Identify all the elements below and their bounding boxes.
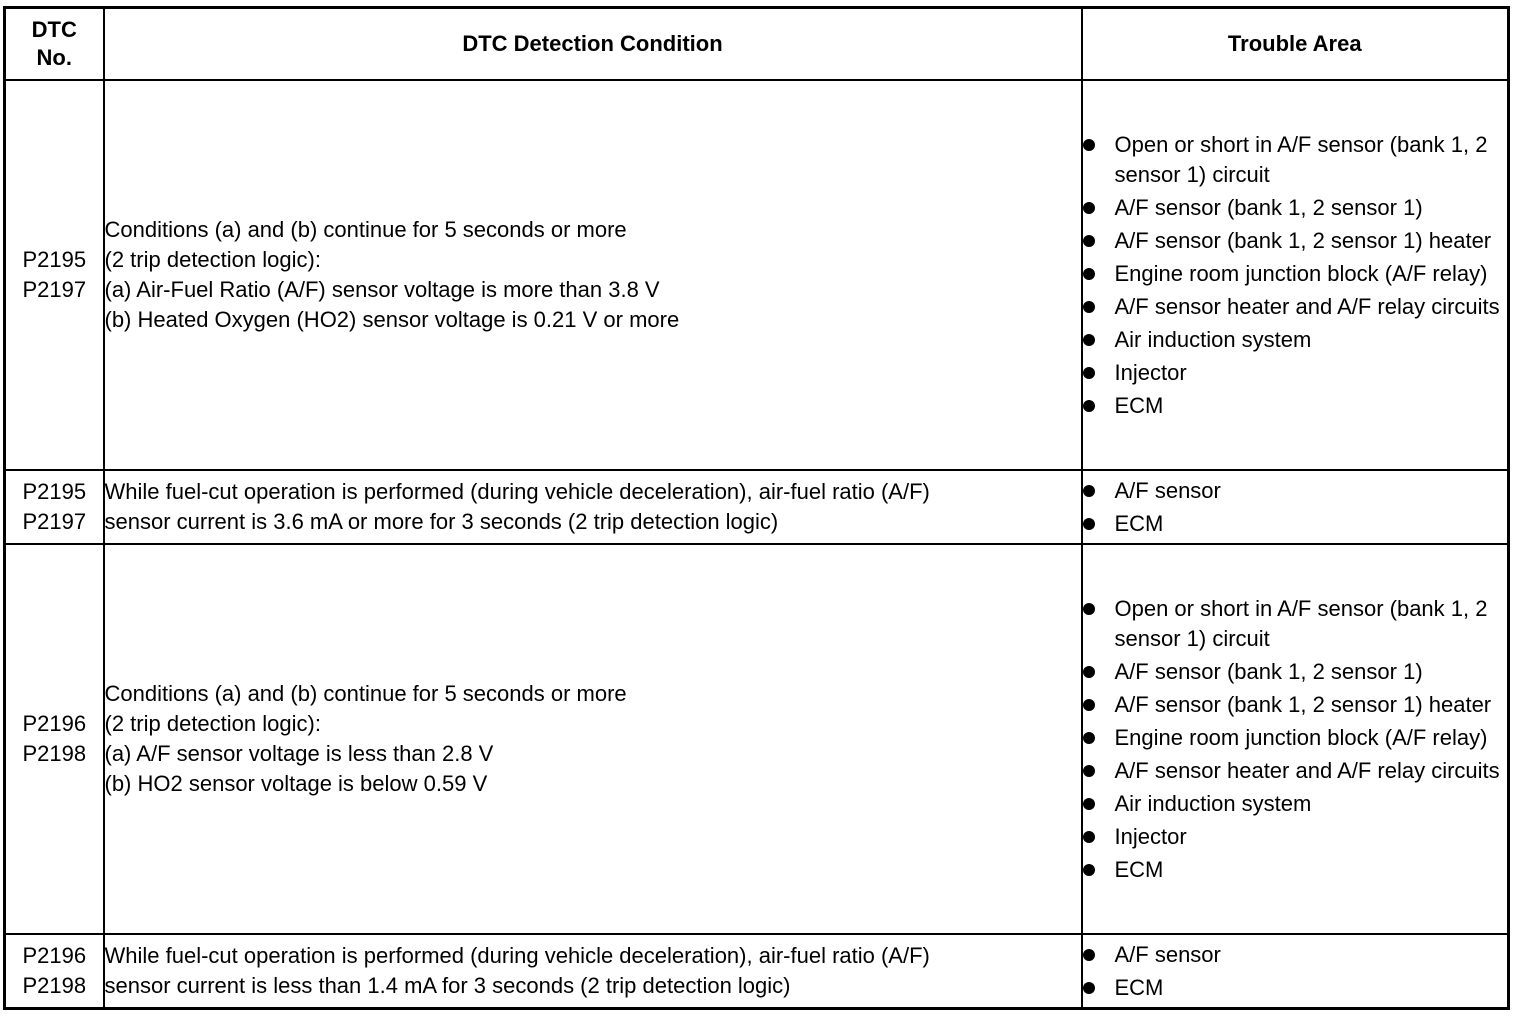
trouble-area-cell: [1082, 934, 1509, 1009]
detection-condition-cell: [104, 80, 1082, 470]
trouble-area-list: [1083, 130, 1508, 421]
bullet-icon: [1083, 666, 1095, 678]
condition-line: Conditions (a) and (b) continue for 5 seconds or more: [104, 681, 627, 706]
bullet-icon: [1083, 798, 1095, 810]
bullet-icon: [1083, 949, 1095, 961]
trouble-area-list: [1083, 594, 1508, 885]
condition-line: (b) HO2 sensor voltage is below 0.59 V: [104, 771, 488, 796]
trouble-area-cell: [1082, 470, 1509, 544]
detection-condition-cell: [104, 934, 1082, 1009]
table-row: [5, 544, 1509, 934]
trouble-area-item: [1083, 822, 1508, 852]
trouble-area-text: A/F sensor (bank 1, 2 sensor 1): [1114, 658, 1423, 684]
trouble-area-item: [1083, 259, 1508, 289]
dtc-code: P2198: [22, 741, 87, 766]
trouble-area-text: A/F sensor: [1114, 941, 1221, 967]
bullet-icon: [1083, 765, 1095, 777]
trouble-area-item: [1083, 226, 1508, 256]
dtc-code: P2196: [22, 711, 87, 736]
detection-condition-cell: [104, 470, 1082, 544]
bullet-icon: [1083, 864, 1095, 876]
trouble-area-text: Open or short in A/F sensor (bank 1, 2 sensor 1) circuit: [1114, 595, 1488, 651]
bullet-icon: [1083, 732, 1095, 744]
trouble-area-text: Engine room junction block (A/F relay): [1114, 260, 1488, 286]
detection-condition-cell: [104, 544, 1082, 934]
bullet-icon: [1083, 831, 1095, 843]
bullet-icon: [1083, 367, 1095, 379]
trouble-area-item: [1083, 391, 1508, 421]
bullet-icon: [1083, 235, 1095, 247]
condition-line: Conditions (a) and (b) continue for 5 seconds or more: [104, 217, 627, 242]
trouble-area-text: A/F sensor (bank 1, 2 sensor 1): [1114, 194, 1423, 220]
trouble-area-text: A/F sensor: [1114, 477, 1221, 503]
dtc-number-cell: [5, 934, 104, 1009]
trouble-area-item: [1083, 325, 1508, 355]
trouble-area-item: [1083, 690, 1508, 720]
trouble-area-text: A/F sensor (bank 1, 2 sensor 1) heater: [1114, 691, 1492, 717]
trouble-area-item: [1083, 476, 1508, 506]
table-header: [5, 8, 1509, 81]
dtc-code: P2197: [22, 509, 87, 534]
trouble-area-text: Engine room junction block (A/F relay): [1114, 724, 1488, 750]
trouble-area-item: [1083, 723, 1508, 753]
trouble-area-cell: [1082, 80, 1509, 470]
header-dtc-no-line1: DTC: [31, 17, 77, 42]
trouble-area-text: ECM: [1114, 856, 1164, 882]
dtc-number-cell: [5, 544, 104, 934]
trouble-area-text: A/F sensor (bank 1, 2 sensor 1) heater: [1114, 227, 1492, 253]
condition-line: (b) Heated Oxygen (HO2) sensor voltage is 0.21 V or more: [104, 307, 680, 332]
trouble-area-item: [1083, 292, 1508, 322]
trouble-area-item: [1083, 509, 1508, 539]
bullet-icon: [1083, 518, 1095, 530]
bullet-icon: [1083, 301, 1095, 313]
bullet-icon: [1083, 982, 1095, 994]
trouble-area-list: [1083, 476, 1508, 539]
trouble-area-item: [1083, 756, 1508, 786]
dtc-code: P2197: [22, 277, 87, 302]
dtc-number-cell: [5, 80, 104, 470]
trouble-area-item: [1083, 973, 1508, 1003]
dtc-code: P2198: [22, 973, 87, 998]
trouble-area-text: Injector: [1114, 359, 1187, 385]
header-dtc-no: [5, 8, 104, 81]
trouble-area-text: A/F sensor heater and A/F relay circuits: [1114, 757, 1500, 783]
trouble-area-item: [1083, 657, 1508, 687]
condition-line: sensor current is 3.6 mA or more for 3 seconds (2 trip detection logic): [104, 509, 779, 534]
trouble-area-item: [1083, 855, 1508, 885]
bullet-icon: [1083, 485, 1095, 497]
trouble-area-list: [1083, 940, 1508, 1003]
table-row: [5, 934, 1509, 1009]
condition-line: sensor current is less than 1.4 mA for 3 seconds (2 trip detection logic): [104, 973, 791, 998]
trouble-area-text: ECM: [1114, 510, 1164, 536]
condition-line: (a) A/F sensor voltage is less than 2.8 V: [104, 741, 494, 766]
trouble-area-item: [1083, 940, 1508, 970]
trouble-area-text: ECM: [1114, 392, 1164, 418]
condition-line: (a) Air-Fuel Ratio (A/F) sensor voltage is more than 3.8 V: [104, 277, 660, 302]
trouble-area-text: Open or short in A/F sensor (bank 1, 2 sensor 1) circuit: [1114, 131, 1488, 187]
condition-line: While fuel-cut operation is performed (during vehicle deceleration), air-fuel ratio (A/F): [104, 479, 930, 504]
dtc-number-cell: [5, 470, 104, 544]
bullet-icon: [1083, 334, 1095, 346]
dtc-code: P2195: [22, 247, 87, 272]
bullet-icon: [1083, 202, 1095, 214]
dtc-code: P2195: [22, 479, 87, 504]
trouble-area-item: [1083, 789, 1508, 819]
table-body: [5, 80, 1509, 1009]
trouble-area-text: Air induction system: [1114, 326, 1312, 352]
trouble-area-text: A/F sensor heater and A/F relay circuits: [1114, 293, 1500, 319]
trouble-area-item: [1083, 594, 1508, 654]
trouble-area-text: ECM: [1114, 974, 1164, 1000]
bullet-icon: [1083, 139, 1095, 151]
header-row: [5, 8, 1509, 81]
condition-line: (2 trip detection logic):: [104, 247, 321, 272]
trouble-area-text: Air induction system: [1114, 790, 1312, 816]
header-trouble-area: Trouble Area: [1082, 8, 1509, 81]
trouble-area-cell: [1082, 544, 1509, 934]
dtc-table: [3, 6, 1510, 1010]
condition-line: While fuel-cut operation is performed (during vehicle deceleration), air-fuel ratio (A/F): [104, 943, 930, 968]
table-row: [5, 470, 1509, 544]
bullet-icon: [1083, 400, 1095, 412]
header-condition: DTC Detection Condition: [104, 8, 1082, 81]
trouble-area-item: [1083, 193, 1508, 223]
header-dtc-no-line2: No.: [36, 45, 72, 70]
trouble-area-text: Injector: [1114, 823, 1187, 849]
bullet-icon: [1083, 268, 1095, 280]
trouble-area-item: [1083, 130, 1508, 190]
condition-line: (2 trip detection logic):: [104, 711, 321, 736]
bullet-icon: [1083, 603, 1095, 615]
trouble-area-item: [1083, 358, 1508, 388]
bullet-icon: [1083, 699, 1095, 711]
table-row: [5, 80, 1509, 470]
dtc-code: P2196: [22, 943, 87, 968]
